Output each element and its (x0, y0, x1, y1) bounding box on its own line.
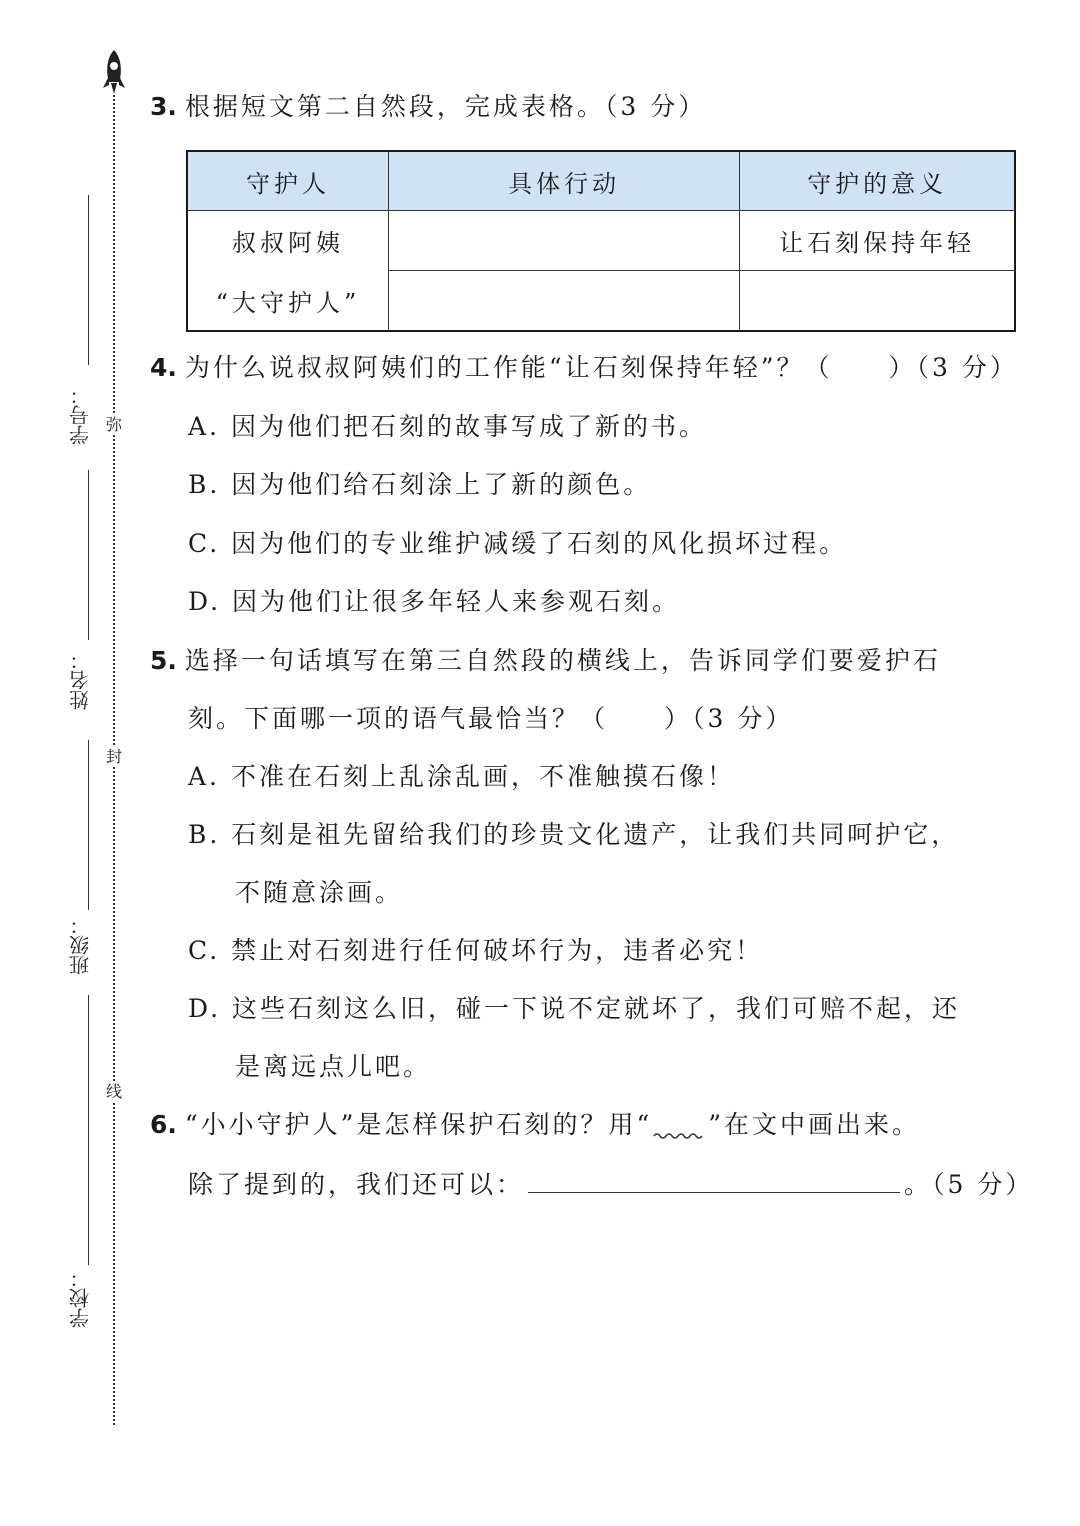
q5-option-c[interactable]: C. 禁止对石刻进行任何破坏行为，违者必究！ (188, 936, 764, 965)
question-6-text-after: ”在文中画出来。 (708, 1110, 921, 1139)
school-line (88, 995, 89, 1265)
table-answer-cell[interactable] (740, 271, 1015, 332)
student-id-line (88, 195, 89, 365)
cut-label-mi: 弥 (105, 415, 122, 434)
question-6 (150, 1108, 920, 1142)
name-line (88, 470, 89, 640)
question-3-text: 根据短文第二自然段，完成表格。（3 分） (184, 92, 707, 121)
table-cell: 让石刻保持年轻 (740, 211, 1015, 271)
table-answer-cell[interactable] (389, 211, 740, 271)
table-header-row (187, 151, 1015, 211)
q5-option-b-cont: 不随意涂画。 (235, 878, 404, 907)
q4-option-b[interactable]: B. 因为他们给石刻涂上了新的颜色。 (188, 470, 652, 499)
q5-option-b[interactable]: B. 石刻是祖先留给我们的珍贵文化遗产，让我们共同呵护它， (188, 820, 960, 849)
table-header: 守护人 (187, 151, 389, 211)
q4-option-a[interactable]: A. 因为他们把石刻的故事写成了新的书。 (188, 412, 707, 441)
binding-margin (0, 0, 130, 1526)
cut-label-feng: 封 (105, 747, 122, 766)
question-4-text: 为什么说叔叔阿姨们的工作能“让石刻保持年轻”？（ ）（3 分） (184, 353, 1018, 382)
table-header: 守护的意义 (740, 151, 1015, 211)
question-4 (150, 351, 1018, 385)
question-5 (150, 644, 941, 678)
school-label: 学校： (68, 1268, 93, 1328)
question-5-text: 选择一句话填写在第三自然段的横线上，告诉同学们要爱护石 (184, 646, 941, 675)
question-5-number: 5. (150, 646, 177, 675)
class-line (88, 740, 89, 910)
rocket-icon (100, 48, 128, 98)
question-5-text-cont: 刻。下面哪一项的语气最恰当？（ ）（3 分） (188, 704, 794, 733)
question-3-number: 3. (150, 92, 177, 121)
question-6-prompt: 除了提到的，我们还可以： (188, 1170, 525, 1199)
q5-option-a[interactable]: A. 不准在石刻上乱涂乱画，不准触摸石像！ (188, 762, 735, 791)
question-6-score: 。（5 分） (904, 1170, 1034, 1199)
question-3 (150, 90, 706, 124)
q4-option-d[interactable]: D. 因为他们让很多年轻人来参观石刻。 (188, 587, 681, 616)
q5-option-d[interactable]: D. 这些石刻这么旧，碰一下说不定就坏了，我们可赔不起，还 (188, 994, 961, 1023)
table-cell: 叔叔阿姨 (187, 211, 389, 271)
answer-blank[interactable] (528, 1166, 900, 1193)
name-label: 姓名： (68, 650, 93, 710)
question-4-number: 4. (150, 353, 177, 382)
student-id-label: 学号： (68, 385, 93, 445)
wavy-underline-icon (652, 1112, 708, 1142)
table-row (187, 211, 1015, 271)
question-6-line2 (188, 1166, 1033, 1202)
table-header: 具体行动 (389, 151, 740, 211)
table-cell: “大守护人” (187, 271, 389, 332)
table-answer-cell[interactable] (389, 271, 740, 332)
question-6-text-before: “小小守护人”是怎样保护石刻的？用“ (184, 1110, 653, 1139)
cut-label-xian: 线 (105, 1082, 122, 1101)
answer-table (186, 150, 1016, 332)
table-row (187, 271, 1015, 332)
q5-option-d-cont: 是离远点儿吧。 (235, 1052, 432, 1081)
class-label: 班级： (68, 915, 93, 975)
question-6-number: 6. (150, 1110, 177, 1139)
q4-option-c[interactable]: C. 因为他们的专业维护减缓了石刻的风化损坏过程。 (188, 529, 848, 558)
